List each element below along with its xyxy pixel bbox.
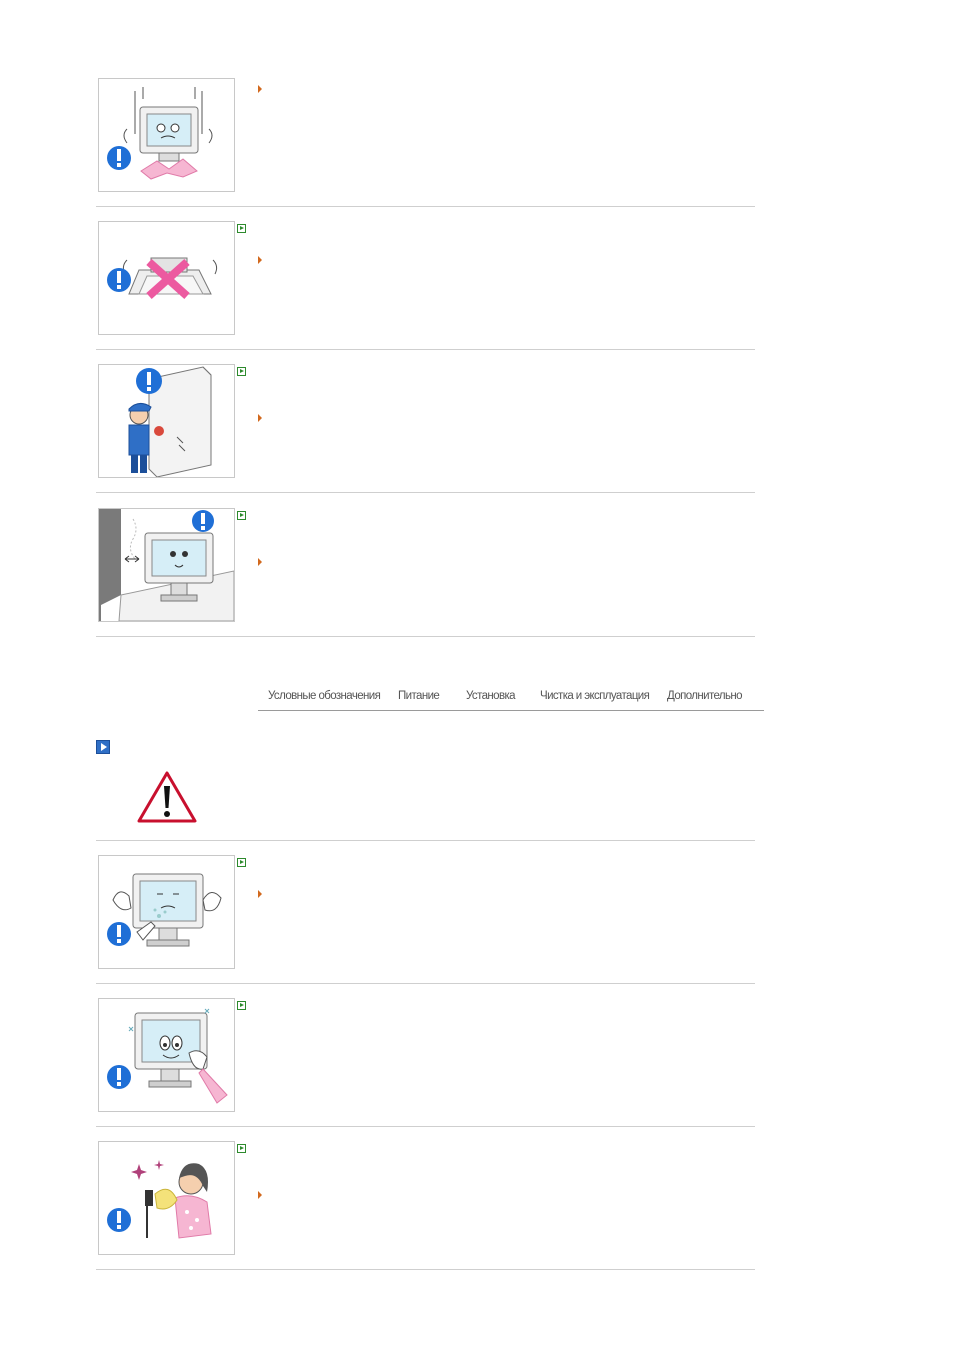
divider bbox=[96, 1126, 755, 1127]
divider bbox=[96, 983, 755, 984]
divider bbox=[96, 1269, 755, 1270]
tab-power[interactable]: Питание bbox=[398, 690, 440, 702]
spray-on-screen-illustration bbox=[98, 855, 235, 969]
wall-mount-installer-illustration bbox=[98, 364, 235, 478]
section-marker-icon bbox=[237, 224, 246, 233]
section-nav bbox=[258, 688, 764, 711]
falling-monitor-illustration bbox=[98, 78, 235, 192]
bullet-marker-icon bbox=[258, 414, 262, 422]
clean-plug-illustration bbox=[98, 1141, 235, 1255]
section-marker-icon bbox=[237, 1144, 246, 1153]
divider bbox=[96, 636, 755, 637]
item-block-2 bbox=[96, 221, 755, 351]
section-arrow-icon bbox=[96, 740, 110, 754]
bullet-marker-icon bbox=[258, 890, 262, 898]
divider bbox=[96, 349, 755, 350]
tab-cleaning[interactable]: Чистка и эксплуатация bbox=[540, 690, 650, 702]
tab-installation[interactable]: Установка bbox=[466, 690, 515, 702]
bullet-marker-icon bbox=[258, 256, 262, 264]
caution-triangle-icon bbox=[136, 770, 198, 824]
wipe-screen-illustration bbox=[98, 998, 235, 1112]
monitor-face-down-illustration bbox=[98, 221, 235, 335]
tab-other[interactable]: Дополнительно bbox=[667, 690, 742, 702]
divider bbox=[96, 840, 755, 841]
section-marker-icon bbox=[237, 1001, 246, 1010]
bullet-marker-icon bbox=[258, 558, 262, 566]
item-block-5 bbox=[96, 855, 755, 985]
item-block-1 bbox=[96, 78, 755, 208]
item-block-7 bbox=[96, 1141, 755, 1271]
bullet-marker-icon bbox=[258, 1191, 262, 1199]
divider bbox=[96, 492, 755, 493]
item-block-6 bbox=[96, 998, 755, 1128]
item-block-4 bbox=[96, 508, 755, 638]
section-marker-icon bbox=[237, 511, 246, 520]
monitor-wall-clearance-illustration bbox=[98, 508, 235, 622]
section-marker-icon bbox=[237, 367, 246, 376]
section-marker-icon bbox=[237, 858, 246, 867]
tab-symbols[interactable]: Условные обозначения bbox=[268, 690, 381, 702]
bullet-marker-icon bbox=[258, 85, 262, 93]
divider bbox=[96, 206, 755, 207]
item-block-3 bbox=[96, 364, 755, 494]
